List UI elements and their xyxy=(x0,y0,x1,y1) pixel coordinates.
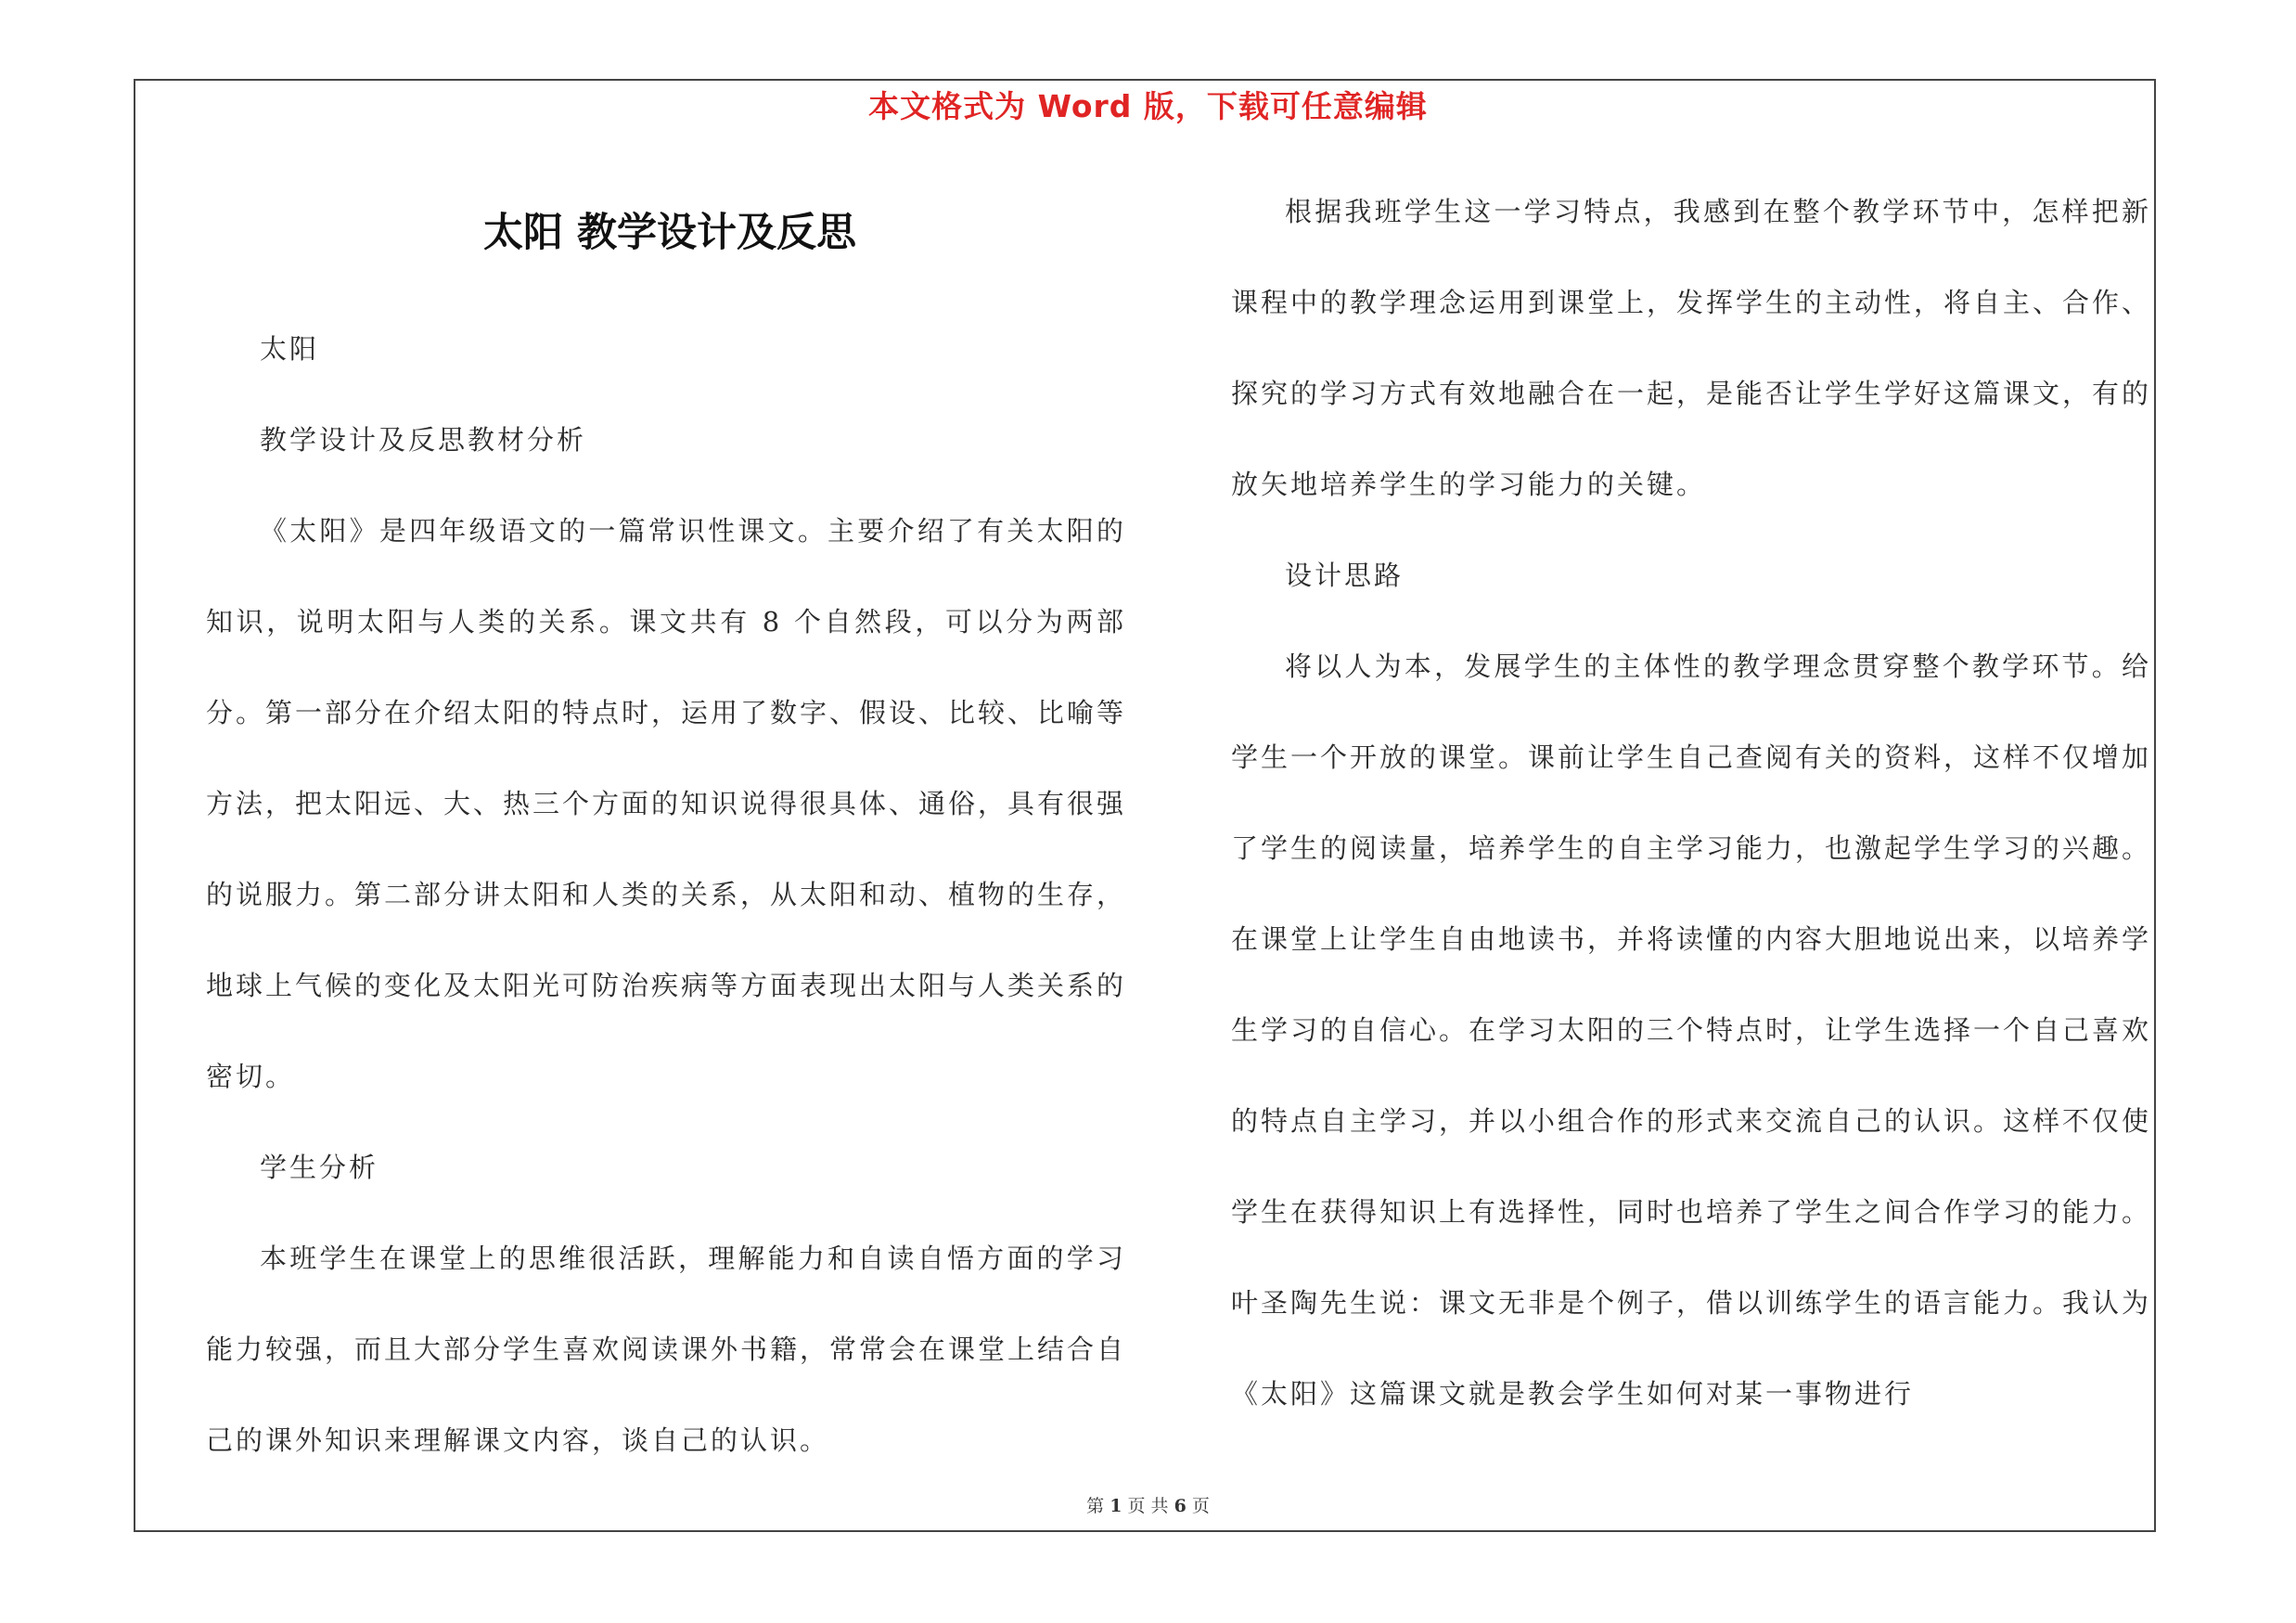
document-title: 太阳 教学设计及反思 xyxy=(483,210,856,256)
paragraph-teaching-approach: 根据我班学生这一学习特点，我感到在整个教学环节中，怎样把新课程中的教学理念运用到课堂上，发挥学生的主动性，将自主、合作、探究的学习方式有效地融合在一起，是能否让学生学好这篇课文，有的放矢地培养学生的学习能力的关键。 xyxy=(1231,196,2152,500)
footer-middle: 页 共 xyxy=(1127,1496,1169,1516)
heading-sun: 太阳 xyxy=(260,333,320,365)
paragraph-student-analysis: 本班学生在课堂上的思维很活跃，理解能力和自读自悟方面的学习能力较强，而且大部分学生喜欢阅读课外书籍，常常会在课堂上结合自己的课外知识来理解课文内容，谈自己的认识。 xyxy=(206,1243,1127,1456)
edit-notice-banner: 本文格式为 Word 版，下载可任意编辑 xyxy=(868,88,1428,124)
heading-textbook-analysis: 教学设计及反思教材分析 xyxy=(260,424,587,456)
footer-suffix: 页 xyxy=(1191,1496,1210,1516)
footer-prefix: 第 xyxy=(1086,1496,1105,1516)
right-text-column xyxy=(1231,166,2151,1439)
left-text-column xyxy=(206,303,1126,1486)
paragraph-design-idea: 将以人为本，发展学生的主体性的教学理念贯穿整个教学环节。给学生一个开放的课堂。课前让学生自己查阅有关的资料，这样不仅增加了学生的阅读量，培养学生的自主学习能力，也激起学生学习的兴趣。在课堂上让学生自由地读书，并将读懂的内容大胆地说出来，以培养学生学习的自信心。在学习太阳的三个特点时，让学生选择一个自己喜欢的特点自主学习，并以小组合作的形式来交流自己的认识。这样不仅使学生在获得知识上有选择性，同时也培养了学生之间合作学习的能力。叶圣陶先生说：课文无非是个例子，借以训练学生的语言能力。我认为《太阳》这篇课文就是教会学生如何对某一事物进行 xyxy=(1231,650,2152,1410)
page-number-footer xyxy=(0,1494,2296,1518)
footer-page-number: 1 xyxy=(1110,1496,1122,1516)
heading-design-idea: 设计思路 xyxy=(1285,560,1405,591)
paragraph-textbook-analysis: 《太阳》是四年级语文的一篇常识性课文。主要介绍了有关太阳的知识，说明太阳与人类的关系。课文共有 8 个自然段，可以分为两部分。第一部分在介绍太阳的特点时，运用了数字、假设、比较、比喻等方法，把太阳远、大、热三个方面的知识说得很具体、通俗，具有很强的说服力。第二部分讲太阳和人类的关系，从太阳和动、植物的生存，地球上气候的变化及太阳光可防治疾病等方面表现出太阳与人类关系的密切。 xyxy=(206,515,1127,1092)
footer-total-pages: 6 xyxy=(1174,1496,1186,1516)
heading-student-analysis: 学生分析 xyxy=(260,1152,379,1183)
